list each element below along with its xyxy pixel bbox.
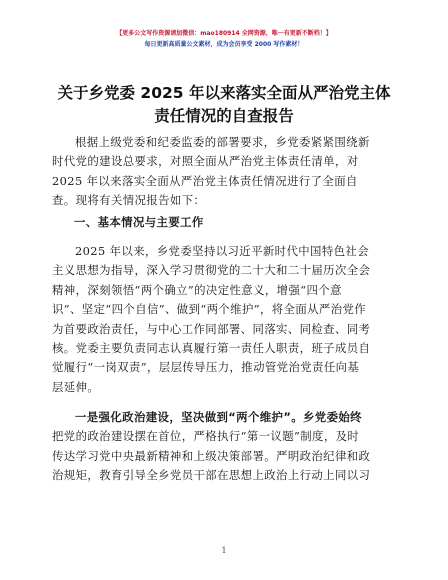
promo-banner-line-2: 每日更新高质量公文素材，成为会员享受 2000 写作素材！ [144, 41, 304, 48]
paragraph-line: 把党的政治建设摆在首位，严格执行“第一议题”制度，及时 [52, 429, 360, 444]
paragraph-line: 识”、坚定“四个自信”、做到“两个维护”，将全面从严治党作 [52, 302, 367, 317]
page-number: 1 [221, 546, 227, 555]
paragraph-line: 传达学习党中央最新精神和上级决策部署。严明政治纪律和政 [52, 448, 371, 463]
paragraph-line: 精神，深刻领悟“两个确立”的决定性意义，增强“四个意 [52, 282, 342, 297]
title-line: 责任情况的自查报告 [154, 107, 294, 125]
point-paragraph [52, 408, 386, 486]
title-line: 关于乡党委 2025 年以来落实全面从严治党主体 [57, 84, 391, 102]
promo-banner-line-1: 【更多公文写作资源请加微信：mao180914 全网资源，唯一有更新不断档！】 [116, 30, 332, 37]
intro-paragraph [52, 133, 386, 211]
document-title [40, 82, 408, 128]
paragraph-line: 2025 年以来，乡党委坚持以习近平新时代中国特色社会 [75, 244, 370, 258]
point-lead: 一是强化政治建设，坚决做到“两个维护”。乡党委始终 [75, 410, 362, 424]
section-heading: 一、基本情况与主要工作 [74, 215, 204, 229]
paragraph-line: 主义思想为指导，深入学习贯彻党的二十大和二十届历次全会 [52, 263, 371, 278]
paragraph-line: 查。现将有关情况报告如下： [52, 193, 206, 208]
paragraph-line: 时代党的建设总要求，对照全面从严治党主体责任清单，对 [52, 154, 359, 169]
paragraph-line: 核。党委主要负责同志认真履行第一责任人职责，班子成员自 [52, 341, 371, 356]
paragraph-line: 根据上级党委和纪委监委的部署要求，乡党委紧紧围绕新 [75, 135, 370, 149]
section-paragraph [52, 242, 386, 397]
paragraph-line: 治规矩，教育引导全乡党员干部在思想上政治上行动上同以习 [52, 468, 371, 483]
paragraph-line: 觉履行“一岗双责”，层层传导压力，推动管党治党责任向基 [52, 360, 360, 375]
paragraph-line: 2025 年以来落实全面从严治党主体责任情况进行了全面自 [52, 173, 358, 188]
paragraph-line: 为首要政治责任，与中心工作同部署、同落实、同检查、同考 [52, 321, 371, 336]
paragraph-line: 层延伸。 [52, 379, 100, 394]
